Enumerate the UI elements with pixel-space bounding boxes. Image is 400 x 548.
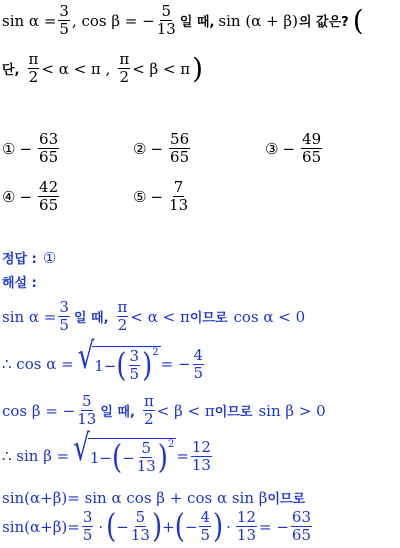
exponent: 2: [167, 439, 175, 450]
denominator: 5: [193, 363, 204, 382]
fraction-3-5: [82, 510, 94, 543]
fraction-5-13: [137, 441, 156, 474]
numerator: π: [119, 50, 130, 68]
fraction-4-5: [199, 510, 211, 543]
step-text: = −: [259, 517, 289, 536]
numerator: 56: [170, 130, 190, 148]
numerator: π: [117, 298, 128, 316]
denominator: 65: [39, 148, 59, 166]
choice-sign: −: [19, 187, 33, 206]
question-sin-sum: sin (α + β): [218, 11, 298, 30]
paren: ): [142, 346, 153, 385]
answer-label: 정답 :: [2, 252, 37, 267]
numerator: 63: [39, 130, 59, 148]
step-text: sin α =: [2, 307, 57, 326]
choice-fraction: [301, 132, 322, 165]
denominator: 13: [169, 196, 189, 214]
condition-label: 단,: [2, 63, 20, 78]
explanation-label: 해설 :: [2, 276, 37, 291]
exponent: 2: [152, 347, 159, 358]
numerator: 12: [191, 437, 211, 456]
paren: (: [174, 507, 185, 546]
explanation-step-6: [2, 507, 314, 546]
fraction-pi-2: [118, 52, 130, 85]
step-text: cos α < 0: [233, 307, 306, 326]
choice-4[interactable]: [2, 180, 61, 213]
denominator: 13: [136, 457, 156, 475]
explanation-heading: [2, 272, 37, 291]
choice-fraction: [38, 132, 59, 165]
denominator: 2: [144, 410, 154, 428]
choice-1[interactable]: [2, 132, 61, 165]
step-text: sin β > 0: [258, 401, 326, 420]
radical-sign-icon: √: [77, 336, 95, 378]
numerator: 3: [82, 508, 93, 526]
step-text: −: [184, 517, 198, 536]
choice-3[interactable]: [265, 132, 324, 165]
step-text: −: [122, 448, 135, 467]
fraction-5-13: [131, 510, 150, 543]
numerator: 5: [82, 392, 92, 410]
denominator: 13: [77, 410, 97, 428]
step-text: −: [116, 517, 129, 536]
numerator: 7: [173, 178, 184, 196]
paren: (: [111, 438, 123, 477]
denominator: 13: [156, 20, 176, 38]
step-text: 일 때,: [100, 405, 135, 420]
question-line-2: [2, 52, 203, 85]
step-text: < β < π: [156, 401, 215, 420]
square-root: [77, 336, 161, 385]
radicand: [92, 346, 160, 385]
step-text: 이므로: [267, 492, 306, 507]
denominator: 5: [129, 365, 140, 383]
choice-marker: ④: [2, 187, 16, 206]
step-text: =: [176, 447, 189, 465]
open-paren: (: [352, 3, 364, 37]
numerator: 49: [302, 130, 322, 148]
choice-marker: ⑤: [133, 187, 147, 206]
choice-fraction: [169, 180, 188, 213]
denominator: 5: [59, 20, 69, 38]
question-ask: 의 값은?: [298, 15, 349, 30]
step-text: 이므로: [189, 311, 228, 326]
close-paren: ): [192, 51, 204, 85]
numerator: 3: [59, 2, 69, 20]
step-text: +: [162, 517, 175, 536]
question-sin-alpha: sin α =: [2, 11, 57, 30]
step-text: ·: [98, 517, 104, 536]
choice-marker: ①: [2, 139, 16, 158]
fraction-63-65: [291, 510, 312, 543]
step-text: ∴ sin β =: [2, 447, 70, 465]
denominator: 65: [302, 148, 322, 166]
choice-fraction: [169, 132, 190, 165]
fraction-pi-2: [117, 300, 129, 333]
step-text: sin(α+β)=: [2, 517, 80, 536]
denominator: 2: [117, 316, 128, 334]
numerator: π: [28, 50, 39, 68]
paren: ): [151, 507, 163, 546]
fraction-4-5: [193, 345, 205, 382]
question-when: 일 때,: [179, 15, 215, 30]
step-text: cos β = −: [2, 401, 76, 420]
paren: ): [157, 438, 168, 477]
step-text: ·: [226, 517, 231, 536]
condition-alpha: < α < π ,: [41, 59, 111, 78]
numerator: π: [143, 392, 154, 410]
fraction-pi-2: [28, 52, 40, 85]
fraction-12-13: [191, 437, 212, 474]
choice-marker: ②: [133, 139, 147, 158]
denominator: 5: [200, 526, 210, 544]
fraction-5-13: [77, 394, 96, 427]
choice-marker: ③: [265, 139, 279, 158]
radical-sign-icon: √: [73, 428, 90, 470]
explanation-step-4: [2, 428, 214, 477]
choice-sign: −: [19, 139, 33, 158]
numerator: 12: [236, 508, 257, 526]
numerator: 63: [291, 508, 312, 526]
step-text: ∴ cos α =: [2, 355, 74, 373]
fraction-12-13: [236, 510, 257, 543]
step-text: 1−: [94, 356, 117, 375]
fraction-3-5: [58, 4, 70, 37]
explanation-step-5: [2, 488, 305, 507]
condition-beta: < β < π: [132, 59, 191, 78]
denominator: 13: [130, 526, 150, 544]
numerator: 5: [135, 508, 146, 526]
paren: (: [116, 346, 127, 385]
denominator: 13: [236, 526, 257, 544]
fraction-3-5: [58, 300, 70, 333]
denominator: 5: [82, 526, 93, 544]
denominator: 65: [291, 526, 312, 544]
step-text: 일 때,: [73, 311, 109, 326]
choice-sign: −: [282, 139, 296, 158]
numerator: 3: [59, 298, 69, 316]
step-text: 1−: [89, 448, 112, 467]
numerator: 4: [200, 508, 210, 526]
choice-2[interactable]: [133, 132, 192, 165]
choice-5[interactable]: [133, 180, 190, 213]
choice-fraction: [38, 180, 59, 213]
paren: ): [212, 507, 224, 546]
step-text: = −: [160, 355, 191, 373]
step-text: 이므로: [214, 405, 253, 420]
radicand: [88, 438, 176, 477]
fraction-3-5: [129, 349, 141, 382]
step-text: sin(α+β)= sin α cos β + cos α sin β: [2, 488, 268, 507]
denominator: 65: [39, 196, 59, 214]
numerator: 4: [193, 345, 204, 364]
numerator: 5: [161, 2, 172, 20]
denominator: 65: [170, 148, 190, 166]
choice-sign: −: [150, 139, 164, 158]
explanation-step-2: [2, 336, 206, 385]
question-line-1: [2, 4, 364, 37]
numerator: 5: [141, 439, 151, 457]
answer-line: [2, 248, 60, 267]
fraction-pi-2: [143, 394, 155, 427]
fraction-5-13: [157, 4, 176, 37]
numerator: 42: [39, 178, 59, 196]
paren: (: [106, 507, 117, 546]
step-text: < α < π: [130, 307, 190, 326]
explanation-step-3: [2, 394, 326, 427]
numerator: 3: [129, 347, 140, 365]
question-cos-beta: , cos β = −: [71, 11, 155, 30]
choice-sign: −: [150, 187, 164, 206]
answer-value: ①: [42, 248, 57, 267]
explanation-step-1: [2, 300, 305, 333]
denominator: 13: [191, 455, 211, 474]
denominator: 2: [119, 68, 130, 86]
denominator: 2: [28, 68, 39, 86]
square-root: [73, 428, 176, 477]
denominator: 5: [59, 316, 69, 334]
